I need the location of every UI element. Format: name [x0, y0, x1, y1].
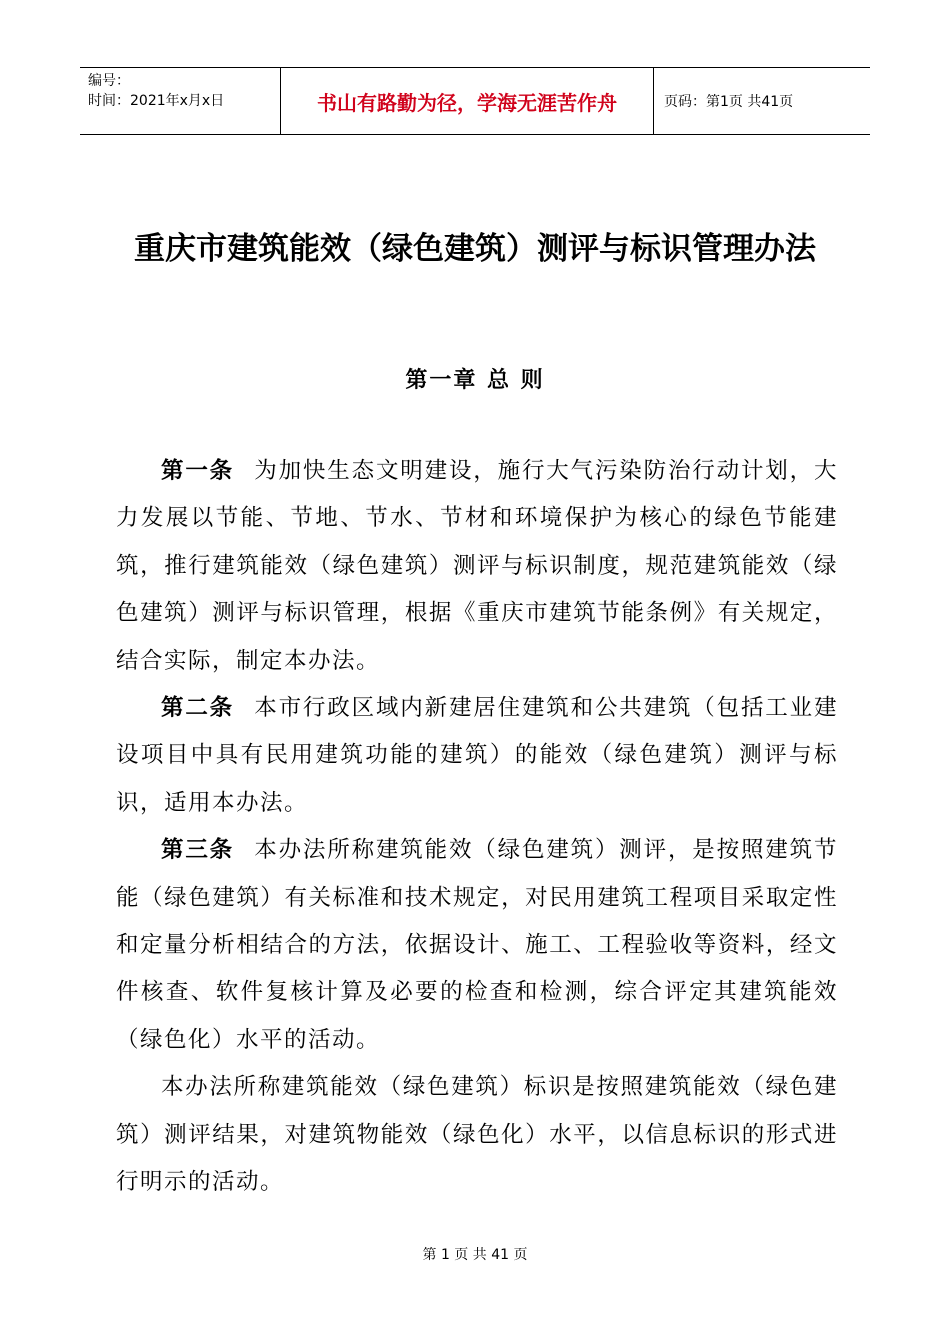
- page-footer: 第 1 页 共 41 页: [422, 1247, 528, 1263]
- article-label: 第一条: [161, 458, 235, 484]
- chapter-heading: 第一章 总 则: [405, 368, 545, 393]
- article-label: 第二条: [161, 695, 235, 722]
- document-header: [80, 67, 870, 135]
- article-text: 本办法所称建筑能效（绿色建筑）测评，是按照建筑节能（绿色建筑）有关标准和技术规定，对民用建筑工程项目采取定性和定量分析相结合的方法，依据设计、施工、工程验收等资料，经文件核查、软件复核计算及必要的检查和检测，综合评定其建筑能效（绿色化）水平的活动。: [116, 837, 838, 1053]
- article-text: 本办法所称建筑能效（绿色建筑）标识是按照建筑能效（绿色建筑）测评结果，对建筑物能效（绿色化）水平，以信息标识的形式进行明示的活动。: [116, 1074, 838, 1196]
- article-label: 第三条: [161, 837, 235, 864]
- document-body: [116, 448, 838, 1207]
- number-label: 编号：: [88, 73, 130, 89]
- document-title: 重庆市建筑能效（绿色建筑）测评与标识管理办法: [134, 231, 816, 267]
- article-paragraph: [116, 448, 838, 685]
- header-motto: 书山有路勤为径，学海无涯苦作舟: [280, 68, 654, 134]
- article-paragraph: [116, 685, 838, 827]
- article-paragraph: [116, 827, 838, 1064]
- article-text: 为加快生态文明建设，施行大气污染防治行动计划，大力发展以节能、节地、节水、节材和环境保护为核心的绿色节能建筑，推行建筑能效（绿色建筑）测评与标识制度，规范建筑能效（绿色建筑）测评与标识管理，根据《重庆市建筑节能条例》有关规定，结合实际，制定本办法。: [116, 458, 838, 674]
- article-text: 本市行政区域内新建居住建筑和公共建筑（包括工业建设项目中具有民用建筑功能的建筑）的能效（绿色建筑）测评与标识，适用本办法。: [116, 695, 838, 816]
- date-label: 时间：2021年x月x日: [88, 93, 225, 109]
- article-paragraph: [116, 1064, 838, 1206]
- header-page-info: 页码：第1页 共41页: [664, 94, 794, 110]
- header-meta: [80, 68, 280, 134]
